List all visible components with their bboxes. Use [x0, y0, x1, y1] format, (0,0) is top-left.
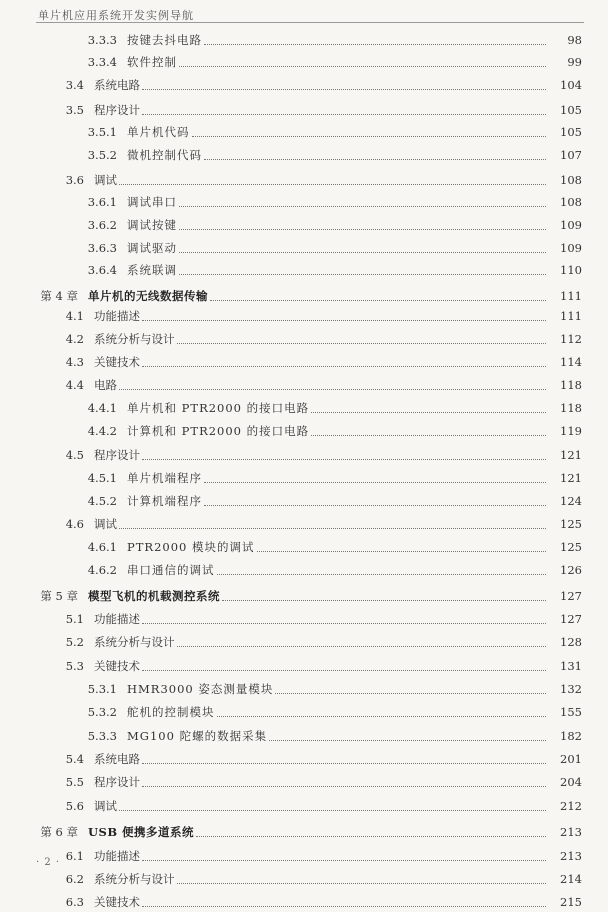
toc-entry-page: 131: [560, 659, 582, 673]
toc-entry-section[interactable]: [0, 170, 608, 190]
toc-entry-page: 127: [560, 589, 582, 603]
toc-entry-section[interactable]: [0, 892, 608, 912]
toc-leader-dots: [311, 434, 546, 436]
toc-entry-title: 调试: [94, 173, 117, 187]
toc-entry-number: 6.2: [65, 872, 84, 886]
toc-entry-page: 119: [560, 424, 582, 438]
toc-entry-number: 4.1: [65, 309, 84, 323]
toc-entry-section[interactable]: [0, 656, 608, 676]
toc-entry-title: 程序设计: [94, 775, 140, 789]
toc-entry-number: 4.5.2: [87, 494, 117, 508]
toc-entry-number: 4.2: [65, 332, 84, 346]
toc-entry-page: 155: [560, 705, 582, 719]
toc-entry-title: 系统分析与设计: [94, 635, 175, 649]
toc-leader-dots: [179, 65, 546, 67]
toc-leader-dots: [142, 88, 546, 90]
toc-entry-section[interactable]: [0, 796, 608, 816]
toc-entry-page: 212: [560, 799, 582, 813]
toc-entry-page: 109: [560, 241, 582, 255]
toc-entry-section[interactable]: [0, 445, 608, 465]
toc-entry-page: 118: [560, 401, 582, 415]
toc-entry-page: 108: [560, 195, 582, 209]
toc-leader-dots: [179, 273, 546, 275]
toc-entry-title: 系统电路: [94, 78, 140, 92]
toc-leader-dots: [142, 785, 546, 787]
toc-entry-sub[interactable]: [0, 238, 608, 258]
toc-entry-sub[interactable]: [0, 398, 608, 418]
toc-entry-sub[interactable]: [0, 192, 608, 212]
page-number: · 2 ·: [36, 857, 61, 868]
toc-leader-dots: [204, 481, 546, 483]
header-rule: [36, 22, 584, 23]
toc-entry-section[interactable]: [0, 772, 608, 792]
toc-entry-page: 110: [560, 263, 582, 277]
toc-entry-number: 4.6.1: [87, 540, 117, 554]
toc-entry-sub[interactable]: [0, 468, 608, 488]
toc-entry-number: 第 6 章: [40, 825, 78, 839]
toc-entry-number: 3.3.3: [87, 33, 117, 47]
toc-entry-page: 114: [560, 355, 582, 369]
toc-entry-number: 3.6.1: [87, 195, 117, 209]
toc-entry-sub[interactable]: [0, 260, 608, 280]
toc-entry-page: 107: [560, 148, 582, 162]
toc-entry-title: 调试: [94, 517, 117, 531]
toc-entry-title: 系统分析与设计: [94, 332, 175, 346]
toc-entry-page: 98: [567, 33, 582, 47]
toc-leader-dots: [119, 183, 546, 185]
toc-leader-dots: [177, 342, 547, 344]
toc-entry-section[interactable]: [0, 632, 608, 652]
toc-entry-title: 模型飞机的机载测控系统: [88, 589, 220, 603]
toc-leader-dots: [275, 692, 546, 694]
toc-leader-dots: [142, 669, 546, 671]
toc-entry-title: 微机控制代码: [127, 148, 202, 162]
toc-entry-page: 182: [560, 729, 582, 743]
toc-entry-page: 105: [560, 103, 582, 117]
toc-leader-dots: [269, 739, 546, 741]
toc-entry-number: 3.6: [65, 173, 84, 187]
toc-entry-section[interactable]: [0, 352, 608, 372]
toc-entry-title: 关键技术: [94, 895, 140, 909]
toc-leader-dots: [179, 251, 546, 253]
toc-entry-title: 程序设计: [94, 448, 140, 462]
toc-entry-sub[interactable]: [0, 145, 608, 165]
toc-entry-sub[interactable]: [0, 421, 608, 441]
toc-entry-page: 204: [560, 775, 582, 789]
toc-entry-page: 214: [560, 872, 582, 886]
toc-entry-page: 109: [560, 218, 582, 232]
toc-entry-title: 系统联调: [127, 263, 177, 277]
toc-entry-page: 121: [560, 471, 582, 485]
toc-entry-page: 108: [560, 173, 582, 187]
toc-entry-chapter[interactable]: [0, 286, 608, 306]
toc-entry-section[interactable]: [0, 609, 608, 629]
toc-entry-number: 5.5: [65, 775, 84, 789]
toc-entry-page: 125: [560, 517, 582, 531]
toc-entry-title: 系统电路: [94, 752, 140, 766]
toc-entry-number: 4.3: [65, 355, 84, 369]
toc-leader-dots: [142, 113, 546, 115]
toc-entry-number: 第 5 章: [40, 589, 78, 603]
toc-entry-number: 3.3.4: [87, 55, 117, 69]
toc-entry-page: 126: [560, 563, 582, 577]
toc-entry-number: 5.4: [65, 752, 84, 766]
toc-entry-page: 132: [560, 682, 582, 696]
toc-entry-sub[interactable]: [0, 726, 608, 746]
toc-entry-number: 5.1: [65, 612, 84, 626]
toc-entry-section[interactable]: [0, 375, 608, 395]
toc-entry-number: 5.3.2: [87, 705, 117, 719]
toc-entry-title: 舵机的控制模块: [127, 705, 215, 719]
toc-leader-dots: [192, 135, 547, 137]
toc-leader-dots: [204, 158, 546, 160]
toc-leader-dots: [142, 365, 546, 367]
toc-entry-title: PTR2000 模块的调试: [127, 540, 255, 554]
toc-entry-number: 5.3.3: [87, 729, 117, 743]
toc-entry-number: 6.3: [65, 895, 84, 909]
toc-leader-dots: [179, 205, 546, 207]
toc-entry-page: 201: [560, 752, 582, 766]
toc-entry-page: 125: [560, 540, 582, 554]
toc-leader-dots: [311, 411, 546, 413]
toc-entry-page: 127: [560, 612, 582, 626]
toc-entry-page: 111: [560, 309, 582, 323]
toc-entry-page: 104: [560, 78, 582, 92]
toc-leader-dots: [119, 809, 546, 811]
toc-entry-title: 关键技术: [94, 355, 140, 369]
toc-leader-dots: [204, 504, 546, 506]
toc-entry-section[interactable]: [0, 329, 608, 349]
toc-entry-title: 电路: [94, 378, 117, 392]
toc-entry-number: 第 4 章: [40, 289, 78, 303]
toc-entry-title: 按键去抖电路: [127, 33, 202, 47]
toc-leader-dots: [119, 527, 546, 529]
toc-entry-section[interactable]: [0, 846, 608, 866]
toc-entry-title: 功能描述: [94, 612, 140, 626]
toc-entry-title: 关键技术: [94, 659, 140, 673]
toc-entry-title: 调试: [94, 799, 117, 813]
toc-entry-section[interactable]: [0, 749, 608, 769]
toc-entry-number: 4.6.2: [87, 563, 117, 577]
toc-leader-dots: [222, 599, 546, 601]
toc-entry-title: 调试串口: [127, 195, 177, 209]
toc-entry-number: 4.6: [65, 517, 84, 531]
toc-leader-dots: [210, 299, 546, 301]
toc-leader-dots: [204, 43, 546, 45]
toc-entry-number: 5.3.1: [87, 682, 117, 696]
toc-entry-page: 112: [560, 332, 582, 346]
toc-entry-title: 软件控制: [127, 55, 177, 69]
toc-entry-number: 3.5.1: [87, 125, 117, 139]
toc-entry-title: 系统分析与设计: [94, 872, 175, 886]
toc-entry-page: 215: [560, 895, 582, 909]
toc-leader-dots: [142, 458, 546, 460]
toc-entry-page: 213: [560, 849, 582, 863]
toc-entry-title: 单片机端程序: [127, 471, 202, 485]
toc-entry-sub[interactable]: [0, 679, 608, 699]
toc-entry-sub[interactable]: [0, 491, 608, 511]
toc-leader-dots: [217, 573, 547, 575]
running-header: 单片机应用系统开发实例导航: [38, 9, 194, 22]
toc-entry-title: 单片机和 PTR2000 的接口电路: [127, 401, 310, 415]
toc-entry-sub[interactable]: [0, 122, 608, 142]
toc-leader-dots: [177, 645, 547, 647]
toc-leader-dots: [217, 715, 547, 717]
toc-entry-section[interactable]: [0, 100, 608, 120]
toc-entry-number: 3.5: [65, 103, 84, 117]
toc-entry-number: 4.4.1: [87, 401, 117, 415]
toc-entry-page: 99: [567, 55, 582, 69]
toc-entry-title: 功能描述: [94, 849, 140, 863]
toc-leader-dots: [179, 228, 546, 230]
toc-entry-section[interactable]: [0, 306, 608, 326]
toc-leader-dots: [196, 835, 546, 837]
toc-entry-page: 118: [560, 378, 582, 392]
toc-entry-sub[interactable]: [0, 30, 608, 50]
toc-entry-title: 调试驱动: [127, 241, 177, 255]
toc-leader-dots: [257, 550, 547, 552]
toc-entry-number: 3.5.2: [87, 148, 117, 162]
toc-entry-number: 3.4: [65, 78, 84, 92]
toc-entry-section[interactable]: [0, 75, 608, 95]
toc-entry-sub[interactable]: [0, 537, 608, 557]
toc-entry-title: 功能描述: [94, 309, 140, 323]
toc-entry-page: 213: [560, 825, 582, 839]
toc-entry-number: 5.6: [65, 799, 84, 813]
toc-entry-title: MG100 陀螺的数据采集: [127, 729, 268, 743]
toc-entry-number: 4.5: [65, 448, 84, 462]
toc-entry-number: 4.5.1: [87, 471, 117, 485]
toc-entry-chapter[interactable]: [0, 822, 608, 842]
toc-entry-title: USB 便携多道系统: [88, 825, 195, 839]
toc-entry-page: 128: [560, 635, 582, 649]
toc-entry-title: 单片机的无线数据传输: [88, 289, 208, 303]
toc-entry-number: 4.4: [65, 378, 84, 392]
toc-entry-chapter[interactable]: [0, 586, 608, 606]
toc-entry-sub[interactable]: [0, 560, 608, 580]
toc-entry-page: 105: [560, 125, 582, 139]
toc-leader-dots: [142, 859, 546, 861]
toc-entry-number: 6.1: [65, 849, 84, 863]
toc-entry-page: 124: [560, 494, 582, 508]
toc-entry-title: 计算机和 PTR2000 的接口电路: [127, 424, 310, 438]
toc-entry-number: 3.6.3: [87, 241, 117, 255]
toc-leader-dots: [177, 882, 547, 884]
toc-entry-number: 3.6.4: [87, 263, 117, 277]
toc-entry-title: 计算机端程序: [127, 494, 202, 508]
toc-entry-number: 3.6.2: [87, 218, 117, 232]
toc-entry-sub[interactable]: [0, 702, 608, 722]
toc-entry-page: 111: [560, 289, 582, 303]
toc-entry-title: 调试按键: [127, 218, 177, 232]
toc-entry-page: 121: [560, 448, 582, 462]
toc-entry-number: 5.3: [65, 659, 84, 673]
toc-leader-dots: [142, 622, 546, 624]
toc-entry-section[interactable]: [0, 514, 608, 534]
toc-entry-title: 串口通信的调试: [127, 563, 215, 577]
toc-entry-section[interactable]: [0, 869, 608, 889]
toc-leader-dots: [119, 388, 546, 390]
toc-entry-sub[interactable]: [0, 52, 608, 72]
toc-leader-dots: [142, 319, 546, 321]
toc-leader-dots: [142, 905, 546, 907]
toc-entry-title: 程序设计: [94, 103, 140, 117]
toc-leader-dots: [142, 762, 546, 764]
toc-entry-number: 5.2: [65, 635, 84, 649]
toc-entry-number: 4.4.2: [87, 424, 117, 438]
toc-entry-title: 单片机代码: [127, 125, 190, 139]
toc-entry-title: HMR3000 姿态测量模块: [127, 682, 274, 696]
toc-entry-sub[interactable]: [0, 215, 608, 235]
